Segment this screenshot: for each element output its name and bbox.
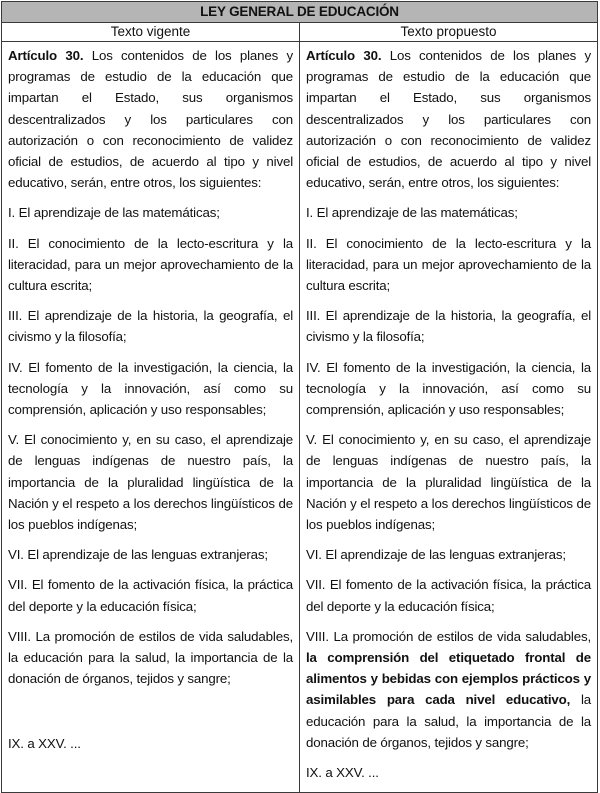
list-item: I. El aprendizaje de las matemáticas; <box>8 205 220 221</box>
article-intro-text: Los contenidos de los planes y programas de estudio de la educación que impartan el Estado, sus organismos descentralizados y los particulares con autorización o con reconocimiento de validez oficial de estudios, de acuerdo al tipo y nivel educativo, serán, entre otros, los siguientes: <box>306 48 591 191</box>
amended-post-text: la educación para la salud, la importancia de la donación de órganos, tejidos y sangre; <box>306 692 591 750</box>
amended-bold-text: la comprensión del etiquetado frontal de alimentos y bebidas con ejemplos prácticos y asimilables para cada nivel educativo, <box>306 650 591 708</box>
article-number: Artículo 30. <box>8 48 84 63</box>
list-closing: IX. a XXV. ... <box>8 736 81 752</box>
table-title: LEY GENERAL DE EDUCACIÓN <box>2 2 598 23</box>
column-vigente <box>2 42 300 793</box>
column-header-vigente: Texto vigente <box>2 23 300 42</box>
list-item: VI. El aprendizaje de las lenguas extranjeras; <box>8 547 268 563</box>
article-intro-text: Los contenidos de los planes y programas de estudio de la educación que impartan el Estado, sus organismos descentralizados y los particulares con autorización o con reconocimiento de validez oficial de estudios, de acuerdo al tipo y nivel educativo, serán, entre otros, los siguientes: <box>8 48 293 191</box>
article-intro <box>306 45 591 193</box>
list-item: IV. El fomento de la investigación, la ciencia, la tecnología y la innovación, así como su comprensión, aplicación y uso responsables; <box>306 359 591 418</box>
list-item: VIII. La promoción de estilos de vida saludables, la educación para la salud, la importancia de la donación de órganos, tejidos y sangre; <box>8 628 293 687</box>
comparison-table <box>1 1 598 793</box>
list-item: III. El aprendizaje de la historia, la geografía, el civismo y la filosofía; <box>306 308 591 345</box>
list-item: VII. El fomento de la activación física, la práctica del deporte y la educación física; <box>306 577 591 614</box>
column-header-propuesto: Texto propuesto <box>300 23 598 42</box>
amended-pre-text: VIII. La promoción de estilos de vida saludables, <box>306 628 591 644</box>
article-intro <box>8 45 293 193</box>
list-item: III. El aprendizaje de la historia, la geografía, el civismo y la filosofía; <box>8 308 293 345</box>
article-number: Artículo 30. <box>306 48 382 63</box>
list-closing: IX. a XXV. ... <box>306 765 379 781</box>
list-item: IV. El fomento de la investigación, la ciencia, la tecnología y la innovación, así como su comprensión, aplicación y uso responsables; <box>8 359 293 418</box>
list-item: V. El conocimiento y, en su caso, el aprendizaje de lenguas indígenas de nuestro país, la importancia de la pluralidad lingüística de la Nación y el respeto a los derechos lingüísticos de los pueblos indígenas; <box>306 432 591 533</box>
list-item-amended <box>306 626 591 753</box>
list-item: II. El conocimiento de la lecto-escritura y la literacidad, para un mejor aprovechamiento de la cultura escrita; <box>8 235 293 294</box>
list-item: VI. El aprendizaje de las lenguas extranjeras; <box>306 547 566 563</box>
list-item: VII. El fomento de la activación física, la práctica del deporte y la educación física; <box>8 577 293 614</box>
list-item: II. El conocimiento de la lecto-escritura y la literacidad, para un mejor aprovechamiento de la cultura escrita; <box>306 235 591 294</box>
list-item: V. El conocimiento y, en su caso, el aprendizaje de lenguas indígenas de nuestro país, la importancia de la pluralidad lingüística de la Nación y el respeto a los derechos lingüísticos de los pueblos indígenas; <box>8 432 293 533</box>
spacer <box>8 698 293 733</box>
column-propuesto <box>300 42 598 793</box>
list-item: I. El aprendizaje de las matemáticas; <box>306 205 518 221</box>
